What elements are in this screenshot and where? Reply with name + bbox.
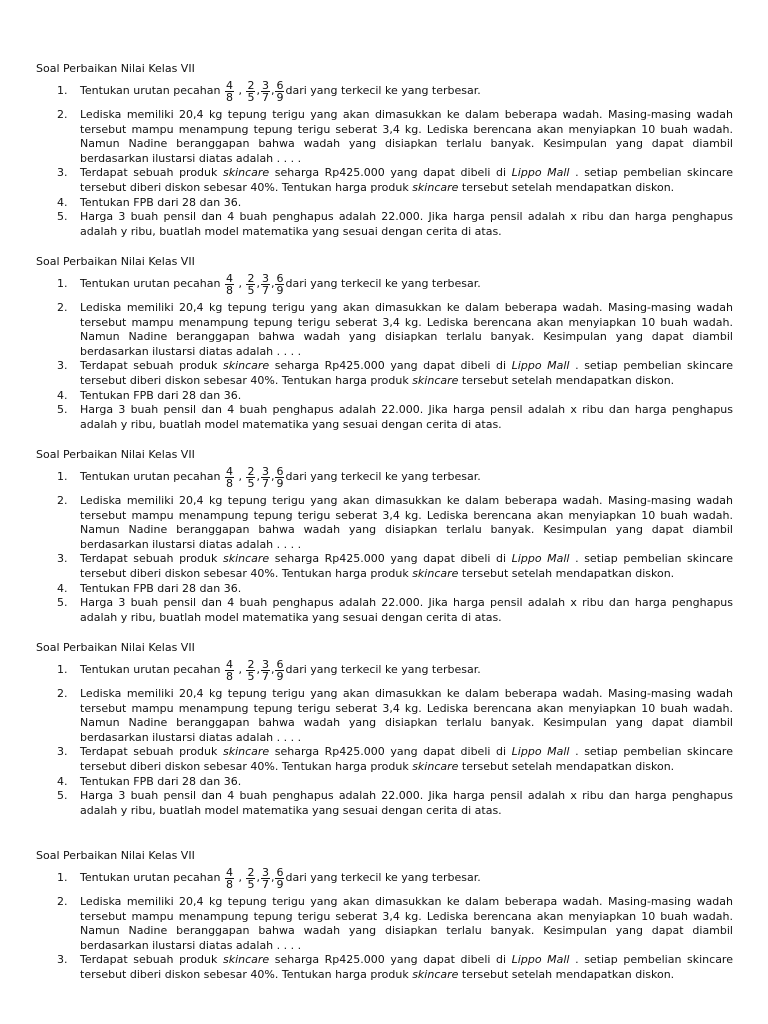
fraction-separator: , <box>270 871 275 884</box>
fraction-numerator: 3 <box>261 78 269 92</box>
worksheet-block-3 <box>36 448 733 625</box>
fraction-4 <box>275 466 284 489</box>
question-number: 1. <box>57 277 68 290</box>
question-number: 3. <box>57 359 68 373</box>
fraction-separator: , <box>234 871 242 884</box>
question-5-text: Harga 3 buah pensil dan 4 buah penghapus adalah 22.000. Jika harga pensil adalah x ribu dan harga penghapus adalah y ribu, buatlah model matematika yang sesuai dengan cerita di atas. <box>80 210 733 238</box>
worksheet-title: Soal Perbaikan Nilai Kelas VII <box>36 62 195 75</box>
italic-term: skincare <box>412 967 459 981</box>
question-2 <box>36 687 733 745</box>
text-run: seharga Rp425.000 yang dapat dibeli di <box>269 552 512 566</box>
fraction-3 <box>261 466 270 489</box>
question-4-text: Tentukan FPB dari 28 dan 36. <box>80 774 242 788</box>
fraction-numerator: 2 <box>247 78 255 92</box>
question-4-text: Tentukan FPB dari 28 dan 36. <box>80 388 242 402</box>
fraction-numerator: 4 <box>225 657 233 671</box>
question-1-suffix: dari yang terkecil ke yang terbesar. <box>285 277 481 290</box>
question-number: 2. <box>57 108 68 121</box>
question-1-prefix: Tentukan urutan pecahan <box>80 84 221 97</box>
question-number: 4. <box>57 388 68 402</box>
fraction-numerator: 2 <box>247 657 255 671</box>
italic-term: Lippo Mall <box>511 745 570 759</box>
fraction-denominator: 8 <box>225 90 233 104</box>
italic-term: skincare <box>222 745 270 759</box>
question-1-prefix: Tentukan urutan pecahan <box>80 470 221 483</box>
question-3-text <box>80 552 733 580</box>
italic-term: skincare <box>412 373 459 387</box>
question-list <box>36 657 733 818</box>
worksheet-title: Soal Perbaikan Nilai Kelas VII <box>36 448 195 461</box>
fraction-denominator: 7 <box>261 283 269 297</box>
text-run: . setiap pembelian skincare tersebut diberi diskon sebesar 40%. Tentukan harga produk <box>80 953 733 981</box>
fraction-2 <box>246 273 255 296</box>
question-5 <box>36 789 733 818</box>
fraction-separator: , <box>270 470 275 483</box>
question-1 <box>36 865 733 891</box>
question-2 <box>36 108 733 166</box>
question-1-suffix: dari yang terkecil ke yang terbesar. <box>285 663 481 676</box>
fraction-numerator: 6 <box>276 464 284 478</box>
fraction-numerator: 6 <box>276 78 284 92</box>
italic-term: skincare <box>412 566 459 580</box>
fraction-separator: , <box>270 663 275 676</box>
fraction-separator: , <box>234 663 242 676</box>
fraction-4 <box>275 659 284 682</box>
fraction-separator: , <box>270 277 275 290</box>
fraction-numerator: 6 <box>276 271 284 285</box>
text-run: tersebut setelah mendapatkan diskon. <box>458 759 675 773</box>
question-number: 4. <box>57 774 68 788</box>
fraction-denominator: 9 <box>276 90 284 104</box>
question-2-text: Lediska memiliki 20,4 kg tepung terigu yang akan dimasukkan ke dalam beberapa wadah. Masing-masing wadah tersebut mampu menampung tepung terigu seberat 3,4 kg. Lediska berencana akan menyiapkan 10 buah wadah. Namun Nadine beranggapan bahwa wadah yang disiapkan terlalu banyak. Kesimpulan yang dapat diambil berdasarkan ilustarsi diatas adalah . . . . <box>80 494 733 551</box>
fraction-2 <box>246 466 255 489</box>
italic-term: skincare <box>412 180 459 194</box>
fraction-denominator: 9 <box>276 476 284 490</box>
question-1 <box>36 657 733 683</box>
fraction-denominator: 9 <box>276 877 284 891</box>
text-run: seharga Rp425.000 yang dapat dibeli di <box>269 359 512 373</box>
question-1 <box>36 464 733 490</box>
question-1-suffix: dari yang terkecil ke yang terbesar. <box>285 84 481 97</box>
fraction-numerator: 4 <box>225 78 233 92</box>
fraction-denominator: 5 <box>247 90 255 104</box>
text-run: . setiap pembelian skincare tersebut diberi diskon sebesar 40%. Tentukan harga produk <box>80 166 733 194</box>
question-2 <box>36 494 733 552</box>
question-1-prefix: Tentukan urutan pecahan <box>80 871 221 884</box>
italic-term: skincare <box>222 359 270 373</box>
fraction-1 <box>225 659 234 682</box>
fraction-separator: , <box>234 277 242 290</box>
question-4 <box>36 582 733 597</box>
italic-term: skincare <box>222 166 270 180</box>
fraction-4 <box>275 273 284 296</box>
fraction-numerator: 3 <box>261 657 269 671</box>
fraction-denominator: 8 <box>225 283 233 297</box>
text-run: seharga Rp425.000 yang dapat dibeli di <box>269 953 512 967</box>
question-5 <box>36 596 733 625</box>
question-2-text: Lediska memiliki 20,4 kg tepung terigu yang akan dimasukkan ke dalam beberapa wadah. Masing-masing wadah tersebut mampu menampung tepung terigu seberat 3,4 kg. Lediska berencana akan menyiapkan 10 buah wadah. Namun Nadine beranggapan bahwa wadah yang disiapkan terlalu banyak. Kesimpulan yang dapat diambil berdasarkan ilustarsi diatas adalah . . . . <box>80 687 733 744</box>
text-run: Terdapat sebuah produk <box>80 953 223 967</box>
question-number: 2. <box>57 895 68 908</box>
question-4-text: Tentukan FPB dari 28 dan 36. <box>80 581 242 595</box>
text-run: . setiap pembelian skincare tersebut diberi diskon sebesar 40%. Tentukan harga produk <box>80 359 733 387</box>
question-number: 1. <box>57 470 68 483</box>
fraction-separator: , <box>256 277 260 290</box>
question-number: 4. <box>57 195 68 209</box>
fraction-4 <box>275 80 284 103</box>
fraction-denominator: 8 <box>225 877 233 891</box>
fraction-3 <box>261 273 270 296</box>
worksheet-title: Soal Perbaikan Nilai Kelas VII <box>36 849 195 862</box>
question-1-suffix: dari yang terkecil ke yang terbesar. <box>285 871 481 884</box>
fraction-1 <box>225 273 234 296</box>
text-run: . setiap pembelian skincare tersebut diberi diskon sebesar 40%. Tentukan harga produk <box>80 745 733 773</box>
fraction-2 <box>246 659 255 682</box>
fraction-numerator: 4 <box>225 271 233 285</box>
fraction-numerator: 3 <box>261 464 269 478</box>
question-number: 1. <box>57 871 68 884</box>
question-number: 3. <box>57 953 68 967</box>
fraction-denominator: 7 <box>261 877 269 891</box>
fraction-denominator: 9 <box>276 283 284 297</box>
fraction-numerator: 4 <box>225 865 233 879</box>
text-run: tersebut setelah mendapatkan diskon. <box>458 967 675 981</box>
fraction-separator: , <box>270 84 275 97</box>
fraction-denominator: 8 <box>225 476 233 490</box>
fraction-numerator: 2 <box>247 865 255 879</box>
fraction-separator: , <box>256 871 260 884</box>
italic-term: Lippo Mall <box>511 552 570 566</box>
italic-term: skincare <box>412 759 459 773</box>
fraction-denominator: 8 <box>225 669 233 683</box>
fraction-1 <box>225 466 234 489</box>
fraction-separator: , <box>256 84 260 97</box>
question-5 <box>36 403 733 432</box>
text-run: tersebut setelah mendapatkan diskon. <box>458 180 675 194</box>
text-run: tersebut setelah mendapatkan diskon. <box>458 566 675 580</box>
question-1-prefix: Tentukan urutan pecahan <box>80 277 221 290</box>
question-number: 2. <box>57 494 68 507</box>
question-2-text: Lediska memiliki 20,4 kg tepung terigu yang akan dimasukkan ke dalam beberapa wadah. Masing-masing wadah tersebut mampu menampung tepung terigu seberat 3,4 kg. Lediska berencana akan menyiapkan 10 buah wadah. Namun Nadine beranggapan bahwa wadah yang disiapkan terlalu banyak. Kesimpulan yang dapat diambil berdasarkan ilustarsi diatas adalah . . . . <box>80 108 733 165</box>
fraction-4 <box>275 867 284 890</box>
fraction-separator: , <box>234 84 242 97</box>
fraction-separator: , <box>256 663 260 676</box>
fraction-numerator: 4 <box>225 464 233 478</box>
text-run: Terdapat sebuah produk <box>80 745 223 759</box>
question-5-text: Harga 3 buah pensil dan 4 buah penghapus adalah 22.000. Jika harga pensil adalah x ribu dan harga penghapus adalah y ribu, buatlah model matematika yang sesuai dengan cerita di atas. <box>80 789 733 817</box>
question-1 <box>36 271 733 297</box>
fraction-2 <box>246 867 255 890</box>
fraction-denominator: 7 <box>261 476 269 490</box>
italic-term: skincare <box>222 552 270 566</box>
fraction-numerator: 6 <box>276 657 284 671</box>
fraction-numerator: 6 <box>276 865 284 879</box>
question-list <box>36 271 733 432</box>
question-number: 5. <box>57 789 68 803</box>
question-3-text <box>80 953 733 981</box>
fraction-numerator: 2 <box>247 271 255 285</box>
fraction-denominator: 7 <box>261 90 269 104</box>
question-4-text: Tentukan FPB dari 28 dan 36. <box>80 195 242 209</box>
question-2 <box>36 301 733 359</box>
question-number: 3. <box>57 166 68 180</box>
question-3 <box>36 359 733 388</box>
fraction-denominator: 5 <box>247 283 255 297</box>
text-run: . setiap pembelian skincare tersebut diberi diskon sebesar 40%. Tentukan harga produk <box>80 552 733 580</box>
question-4 <box>36 389 733 404</box>
question-3 <box>36 953 733 982</box>
question-number: 3. <box>57 745 68 759</box>
question-5-text: Harga 3 buah pensil dan 4 buah penghapus adalah 22.000. Jika harga pensil adalah x ribu dan harga penghapus adalah y ribu, buatlah model matematika yang sesuai dengan cerita di atas. <box>80 596 733 624</box>
question-3-text <box>80 745 733 773</box>
question-list <box>36 464 733 625</box>
question-number: 3. <box>57 552 68 566</box>
text-run: seharga Rp425.000 yang dapat dibeli di <box>269 745 512 759</box>
fraction-2 <box>246 80 255 103</box>
fraction-numerator: 3 <box>261 865 269 879</box>
worksheet-block-1 <box>36 62 733 239</box>
question-number: 5. <box>57 596 68 610</box>
question-number: 2. <box>57 687 68 700</box>
question-5-text: Harga 3 buah pensil dan 4 buah penghapus adalah 22.000. Jika harga pensil adalah x ribu dan harga penghapus adalah y ribu, buatlah model matematika yang sesuai dengan cerita di atas. <box>80 403 733 431</box>
question-list <box>36 78 733 239</box>
italic-term: skincare <box>222 953 270 967</box>
fraction-denominator: 9 <box>276 669 284 683</box>
text-run: Terdapat sebuah produk <box>80 359 223 373</box>
question-number: 5. <box>57 403 68 417</box>
fraction-1 <box>225 80 234 103</box>
text-run: Terdapat sebuah produk <box>80 166 223 180</box>
fraction-1 <box>225 867 234 890</box>
question-1-prefix: Tentukan urutan pecahan <box>80 663 221 676</box>
italic-term: Lippo Mall <box>511 166 570 180</box>
fraction-separator: , <box>234 470 242 483</box>
text-run: seharga Rp425.000 yang dapat dibeli di <box>269 166 512 180</box>
question-3 <box>36 552 733 581</box>
question-3 <box>36 166 733 195</box>
question-1 <box>36 78 733 104</box>
fraction-denominator: 5 <box>247 877 255 891</box>
question-number: 1. <box>57 663 68 676</box>
question-4 <box>36 196 733 211</box>
worksheet-title: Soal Perbaikan Nilai Kelas VII <box>36 641 195 654</box>
question-4 <box>36 775 733 790</box>
fraction-3 <box>261 80 270 103</box>
fraction-denominator: 7 <box>261 669 269 683</box>
fraction-denominator: 5 <box>247 476 255 490</box>
question-1-suffix: dari yang terkecil ke yang terbesar. <box>285 470 481 483</box>
worksheet-block-2 <box>36 255 733 432</box>
text-run: Terdapat sebuah produk <box>80 552 223 566</box>
question-3 <box>36 745 733 774</box>
fraction-3 <box>261 659 270 682</box>
question-number: 5. <box>57 210 68 224</box>
fraction-numerator: 2 <box>247 464 255 478</box>
worksheet-title: Soal Perbaikan Nilai Kelas VII <box>36 255 195 268</box>
question-3-text <box>80 166 733 194</box>
text-run: tersebut setelah mendapatkan diskon. <box>458 373 675 387</box>
italic-term: Lippo Mall <box>511 953 570 967</box>
question-number: 2. <box>57 301 68 314</box>
fraction-separator: , <box>256 470 260 483</box>
fraction-denominator: 5 <box>247 669 255 683</box>
question-2 <box>36 895 733 953</box>
fraction-numerator: 3 <box>261 271 269 285</box>
question-2-text: Lediska memiliki 20,4 kg tepung terigu yang akan dimasukkan ke dalam beberapa wadah. Masing-masing wadah tersebut mampu menampung tepung terigu seberat 3,4 kg. Lediska berencana akan menyiapkan 10 buah wadah. Namun Nadine beranggapan bahwa wadah yang disiapkan terlalu banyak. Kesimpulan yang dapat diambil berdasarkan ilustarsi diatas adalah . . . . <box>80 895 733 952</box>
fraction-3 <box>261 867 270 890</box>
worksheet-block-4 <box>36 641 733 818</box>
question-3-text <box>80 359 733 387</box>
question-number: 1. <box>57 84 68 97</box>
worksheet-block-5 <box>36 849 733 983</box>
question-list <box>36 865 733 983</box>
italic-term: Lippo Mall <box>511 359 570 373</box>
question-number: 4. <box>57 581 68 595</box>
question-2-text: Lediska memiliki 20,4 kg tepung terigu yang akan dimasukkan ke dalam beberapa wadah. Masing-masing wadah tersebut mampu menampung tepung terigu seberat 3,4 kg. Lediska berencana akan menyiapkan 10 buah wadah. Namun Nadine beranggapan bahwa wadah yang disiapkan terlalu banyak. Kesimpulan yang dapat diambil berdasarkan ilustarsi diatas adalah . . . . <box>80 301 733 358</box>
question-5 <box>36 210 733 239</box>
